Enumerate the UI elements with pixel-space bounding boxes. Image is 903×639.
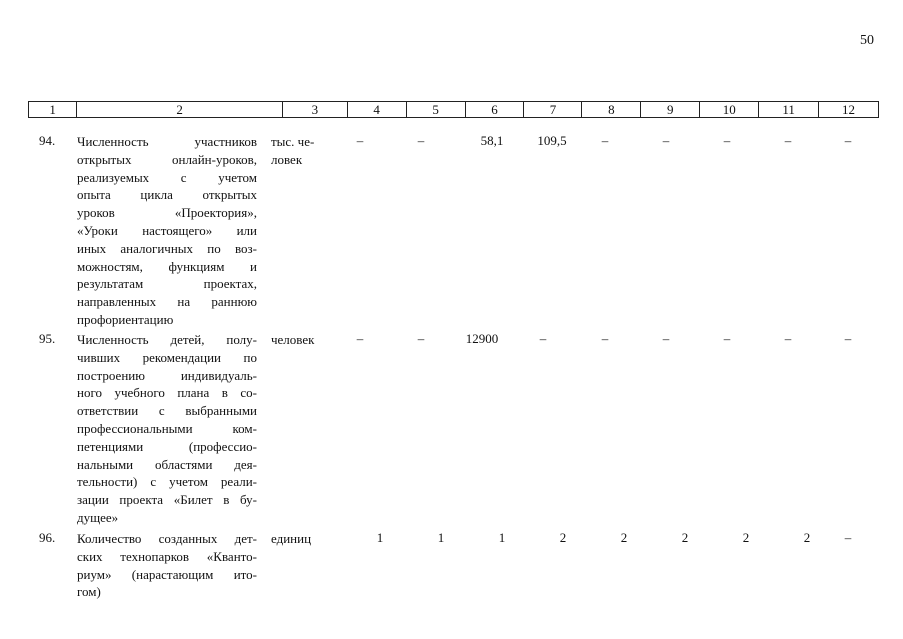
desc-line: гом) — [77, 584, 101, 600]
value-col-11: – — [784, 331, 792, 346]
desc-line: риум» (нарастающим ито- — [77, 566, 257, 582]
value-col-5: 1 — [437, 530, 445, 545]
value-col-10: – — [723, 331, 731, 346]
desc-line: петенциями (профессио- — [77, 438, 257, 454]
header-cell-9: 9 — [641, 102, 700, 117]
row-number: 96. — [39, 530, 56, 545]
desc-line: «Уроки настоящего» или — [77, 222, 257, 238]
header-cell-8: 8 — [582, 102, 641, 117]
header-cell-6: 6 — [466, 102, 525, 117]
desc-line: опыта цикла открытых — [77, 187, 257, 203]
row-description — [77, 530, 257, 601]
value-col-11: – — [784, 133, 792, 148]
value-col-6: 12900 — [465, 331, 499, 346]
desc-line: нальными областями дея- — [77, 456, 257, 472]
value-col-5: – — [417, 331, 425, 346]
unit-line: тыс. че- — [271, 134, 315, 149]
value-col-4: 1 — [376, 530, 384, 545]
desc-line: направленных на раннюю — [77, 294, 257, 310]
desc-line: иных аналогичных по воз- — [77, 240, 257, 256]
desc-line: открытых онлайн-уроков, — [77, 151, 257, 167]
value-col-7: – — [539, 331, 547, 346]
desc-line: Численность участников — [77, 134, 257, 149]
desc-line: дущее» — [77, 509, 119, 525]
value-col-5: – — [417, 133, 425, 148]
header-cell-4: 4 — [348, 102, 407, 117]
row-number: 94. — [39, 133, 56, 148]
desc-line: уроков «Проектория», — [77, 205, 257, 221]
row-unit — [271, 331, 314, 349]
desc-line: профессиональными ком- — [77, 420, 257, 436]
header-cell-1: 1 — [29, 102, 77, 117]
value-col-10: 2 — [742, 530, 750, 545]
value-col-9: – — [662, 331, 670, 346]
value-col-12: – — [844, 530, 852, 545]
value-col-6: 58,1 — [480, 133, 504, 148]
desc-line: чивших рекомендации по — [77, 349, 257, 365]
value-col-12: – — [844, 133, 852, 148]
desc-line: Количество созданных дет- — [77, 531, 257, 546]
header-cell-3: 3 — [283, 102, 348, 117]
row-number: 95. — [39, 331, 56, 346]
value-col-8: – — [601, 133, 609, 148]
unit-line: человек — [271, 332, 315, 347]
desc-line: ских технопарков «Кванто- — [77, 548, 257, 564]
desc-line: профориентацию — [77, 311, 174, 327]
value-col-4: – — [356, 133, 364, 148]
desc-line: тельности) с учетом реали- — [77, 474, 257, 490]
value-col-10: – — [723, 133, 731, 148]
value-col-9: 2 — [681, 530, 689, 545]
value-col-11: 2 — [803, 530, 811, 545]
value-col-9: – — [662, 133, 670, 148]
value-col-7: 109,5 — [537, 133, 567, 148]
desc-line: построению индивидуаль- — [77, 367, 257, 383]
desc-line: Численность детей, полу- — [77, 332, 257, 347]
row-unit — [271, 133, 314, 169]
page-number: 50 — [860, 33, 874, 48]
unit-line: единиц — [271, 531, 312, 546]
desc-line: реализуемых с учетом — [77, 169, 257, 185]
value-col-8: 2 — [620, 530, 628, 545]
header-cell-2: 2 — [77, 102, 283, 117]
row-description — [77, 331, 257, 527]
header-cell-5: 5 — [407, 102, 466, 117]
row-description — [77, 133, 257, 329]
row-unit — [271, 530, 311, 548]
desc-line: можностям, функциям и — [77, 258, 257, 274]
header-cell-11: 11 — [759, 102, 819, 117]
header-cell-12: 12 — [842, 102, 856, 117]
value-col-8: – — [601, 331, 609, 346]
desc-line: ного учебного плана в со- — [77, 385, 257, 401]
desc-line: ответствии с выбранными — [77, 403, 257, 419]
unit-line: ловек — [271, 151, 303, 167]
desc-line: результатам проектах, — [77, 276, 257, 292]
value-col-7: 2 — [559, 530, 567, 545]
value-col-12: – — [844, 331, 852, 346]
header-cell-7: 7 — [524, 102, 582, 117]
table-header-row — [28, 101, 879, 118]
header-cell-10: 10 — [700, 102, 759, 117]
desc-line: зации проекта «Билет в бу- — [77, 492, 257, 508]
value-col-6: 1 — [498, 530, 506, 545]
value-col-4: – — [356, 331, 364, 346]
